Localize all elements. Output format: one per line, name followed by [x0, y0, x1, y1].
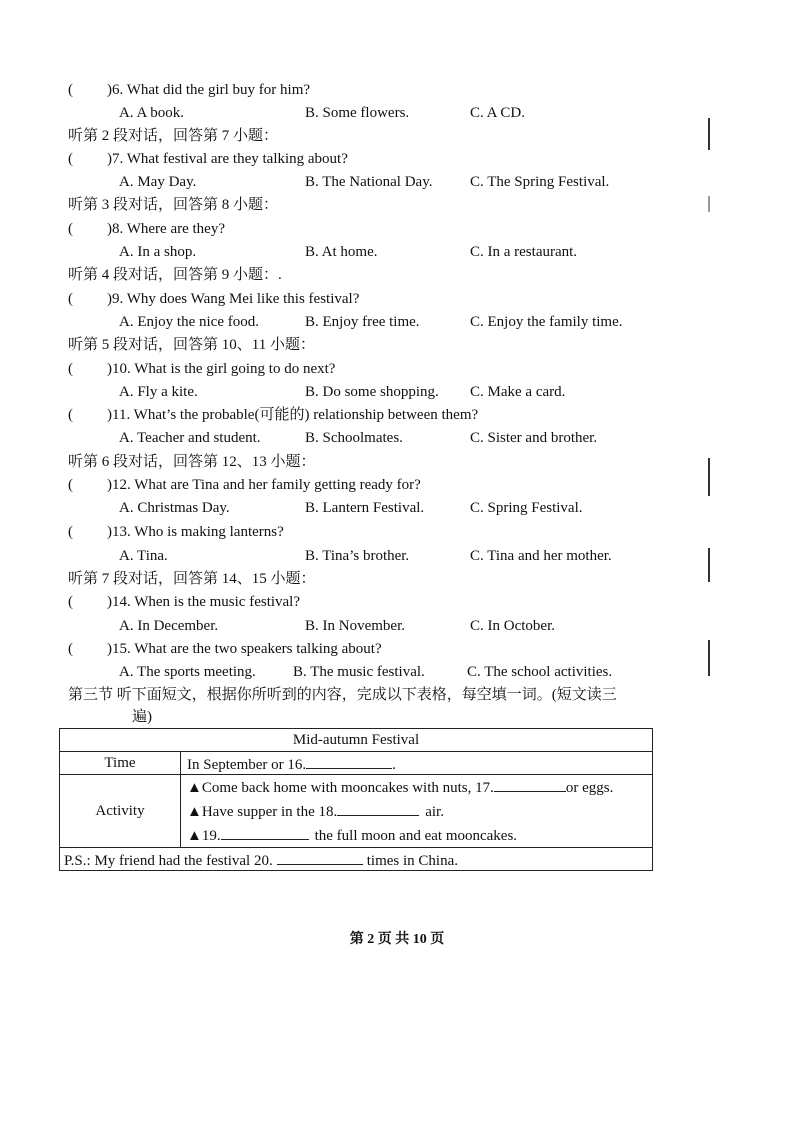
question-11	[0, 404, 794, 426]
question-text: )11. What’s the probable(可能的) relationship between them?	[107, 407, 479, 423]
question-13-options	[0, 545, 794, 567]
option-c: C. Sister and brother.	[470, 430, 598, 446]
question-9-options	[0, 311, 794, 333]
option-a: A. In a shop.	[119, 244, 197, 260]
question-text: )8. Where are they?	[107, 221, 225, 237]
section-3-heading	[68, 684, 668, 725]
scan-mark	[708, 640, 710, 676]
question-12	[0, 474, 794, 496]
question-14-options	[0, 615, 794, 637]
activity-1-text: ▲Come back home with mooncakes with nuts, 17.	[187, 780, 494, 796]
question-text: )7. What festival are they talking about?	[107, 151, 348, 167]
answer-paren[interactable]: (	[68, 407, 73, 423]
page-number: 第 2 页 共 10 页	[349, 932, 445, 947]
question-text: )12. What are Tina and her family getting ready for?	[107, 477, 421, 493]
option-b: B. The music festival.	[293, 664, 425, 680]
option-a: A. Christmas Day.	[119, 500, 230, 516]
question-7-options	[0, 171, 794, 193]
option-a: A. Tina.	[119, 548, 168, 564]
question-text: )6. What did the girl buy for him?	[107, 82, 311, 98]
blank-18[interactable]	[337, 799, 419, 816]
option-b: B. Schoolmates.	[305, 430, 403, 446]
festival-table	[59, 728, 653, 871]
option-b: B. Tina’s brother.	[305, 548, 410, 564]
option-b: B. At home.	[305, 244, 378, 260]
ps-cell	[60, 848, 653, 871]
activity-line-3	[187, 823, 646, 847]
blank-19[interactable]	[221, 823, 309, 840]
activity-line-1	[187, 775, 646, 799]
ps-end: times in China.	[366, 853, 458, 869]
time-label: Time	[60, 752, 181, 775]
option-c: C. Enjoy the family time.	[470, 314, 623, 330]
question-6-options	[0, 102, 794, 124]
scan-mark	[708, 458, 710, 496]
option-a: A. Enjoy the nice food.	[119, 314, 259, 330]
activity-3-text: ▲19.	[187, 828, 221, 844]
time-cell	[181, 752, 653, 775]
question-14	[0, 591, 794, 613]
table-title: Mid-autumn Festival	[60, 729, 653, 752]
question-text: )10. What is the girl going to do next?	[107, 361, 336, 377]
activity-3-end: the full moon and eat mooncakes.	[314, 828, 518, 844]
answer-paren[interactable]: (	[68, 641, 73, 657]
question-9	[0, 288, 794, 310]
scan-mark	[708, 196, 710, 212]
option-c: C. In a restaurant.	[470, 244, 578, 260]
scan-mark	[708, 548, 710, 582]
time-end: .	[392, 757, 396, 773]
option-c: C. A CD.	[470, 105, 526, 121]
section-instruction-5: 听第 5 段对话，回答第 10、11 小题：	[68, 337, 315, 353]
option-a: A. Teacher and student.	[119, 430, 261, 446]
scan-mark	[708, 118, 710, 150]
option-b: B. Some flowers.	[305, 105, 410, 121]
option-c: C. Make a card.	[470, 384, 566, 400]
answer-paren[interactable]: (	[68, 594, 73, 610]
option-a: A. A book.	[119, 105, 185, 121]
section-instruction-2: 听第 2 段对话，回答第 7 小题：	[68, 128, 279, 144]
question-text: )14. When is the music festival?	[107, 594, 301, 610]
option-b: B. Do some shopping.	[305, 384, 439, 400]
question-text: )13. Who is making lanterns?	[107, 524, 284, 540]
question-text: )15. What are the two speakers talking about?	[107, 641, 382, 657]
blank-20[interactable]	[277, 848, 363, 865]
question-8-options	[0, 241, 794, 263]
answer-paren[interactable]: (	[68, 477, 73, 493]
activity-2-end: air.	[425, 804, 444, 820]
option-c: C. The school activities.	[467, 664, 613, 680]
question-10-options	[0, 381, 794, 403]
answer-paren[interactable]: (	[68, 151, 73, 167]
activity-line-2	[187, 799, 646, 823]
question-11-options	[0, 427, 794, 449]
section-instruction-3: 听第 3 段对话，回答第 8 小题：	[68, 197, 279, 213]
question-text: )9. Why does Wang Mei like this festival?	[107, 291, 360, 307]
activity-label: Activity	[60, 775, 181, 848]
question-6	[0, 79, 794, 101]
option-a: A. In December.	[119, 618, 219, 634]
option-a: A. Fly a kite.	[119, 384, 198, 400]
blank-17[interactable]	[494, 775, 566, 792]
activity-1-end: or eggs.	[565, 780, 614, 796]
answer-paren[interactable]: (	[68, 82, 73, 98]
question-12-options	[0, 497, 794, 519]
question-7	[0, 148, 794, 170]
activity-2-text: ▲Have supper in the 18.	[187, 804, 338, 820]
activity-cell	[181, 775, 653, 848]
ps-text: P.S.: My friend had the festival 20.	[64, 853, 273, 869]
blank-16[interactable]	[306, 752, 392, 769]
question-15	[0, 638, 794, 660]
answer-paren[interactable]: (	[68, 291, 73, 307]
question-8	[0, 218, 794, 240]
section-instruction-4: 听第 4 段对话，回答第 9 小题：.	[68, 267, 282, 283]
option-c: C. Tina and her mother.	[470, 548, 612, 564]
option-a: A. The sports meeting.	[119, 664, 256, 680]
section-3-line1: 第三节 听下面短文，根据你所听到的内容，完成以下表格，每空填一词。(短文读三	[68, 687, 617, 703]
question-15-options	[0, 661, 794, 683]
section-instruction-6: 听第 6 段对话，回答第 12、13 小题：	[68, 454, 316, 470]
question-10	[0, 358, 794, 380]
option-a: A. May Day.	[119, 174, 197, 190]
option-b: B. In November.	[305, 618, 405, 634]
answer-paren[interactable]: (	[68, 221, 73, 237]
section-instruction-7: 听第 7 段对话，回答第 14、15 小题：	[68, 571, 316, 587]
option-b: B. Enjoy free time.	[305, 314, 420, 330]
option-c: C. Spring Festival.	[470, 500, 583, 516]
time-text: In September or 16.	[187, 757, 307, 773]
option-c: C. In October.	[470, 618, 555, 634]
answer-paren[interactable]: (	[68, 361, 73, 377]
option-b: B. Lantern Festival.	[305, 500, 425, 516]
option-c: C. The Spring Festival.	[470, 174, 610, 190]
section-3-line2: 遍)	[132, 709, 152, 725]
option-b: B. The National Day.	[305, 174, 433, 190]
question-13	[0, 521, 794, 543]
answer-paren[interactable]: (	[68, 524, 73, 540]
